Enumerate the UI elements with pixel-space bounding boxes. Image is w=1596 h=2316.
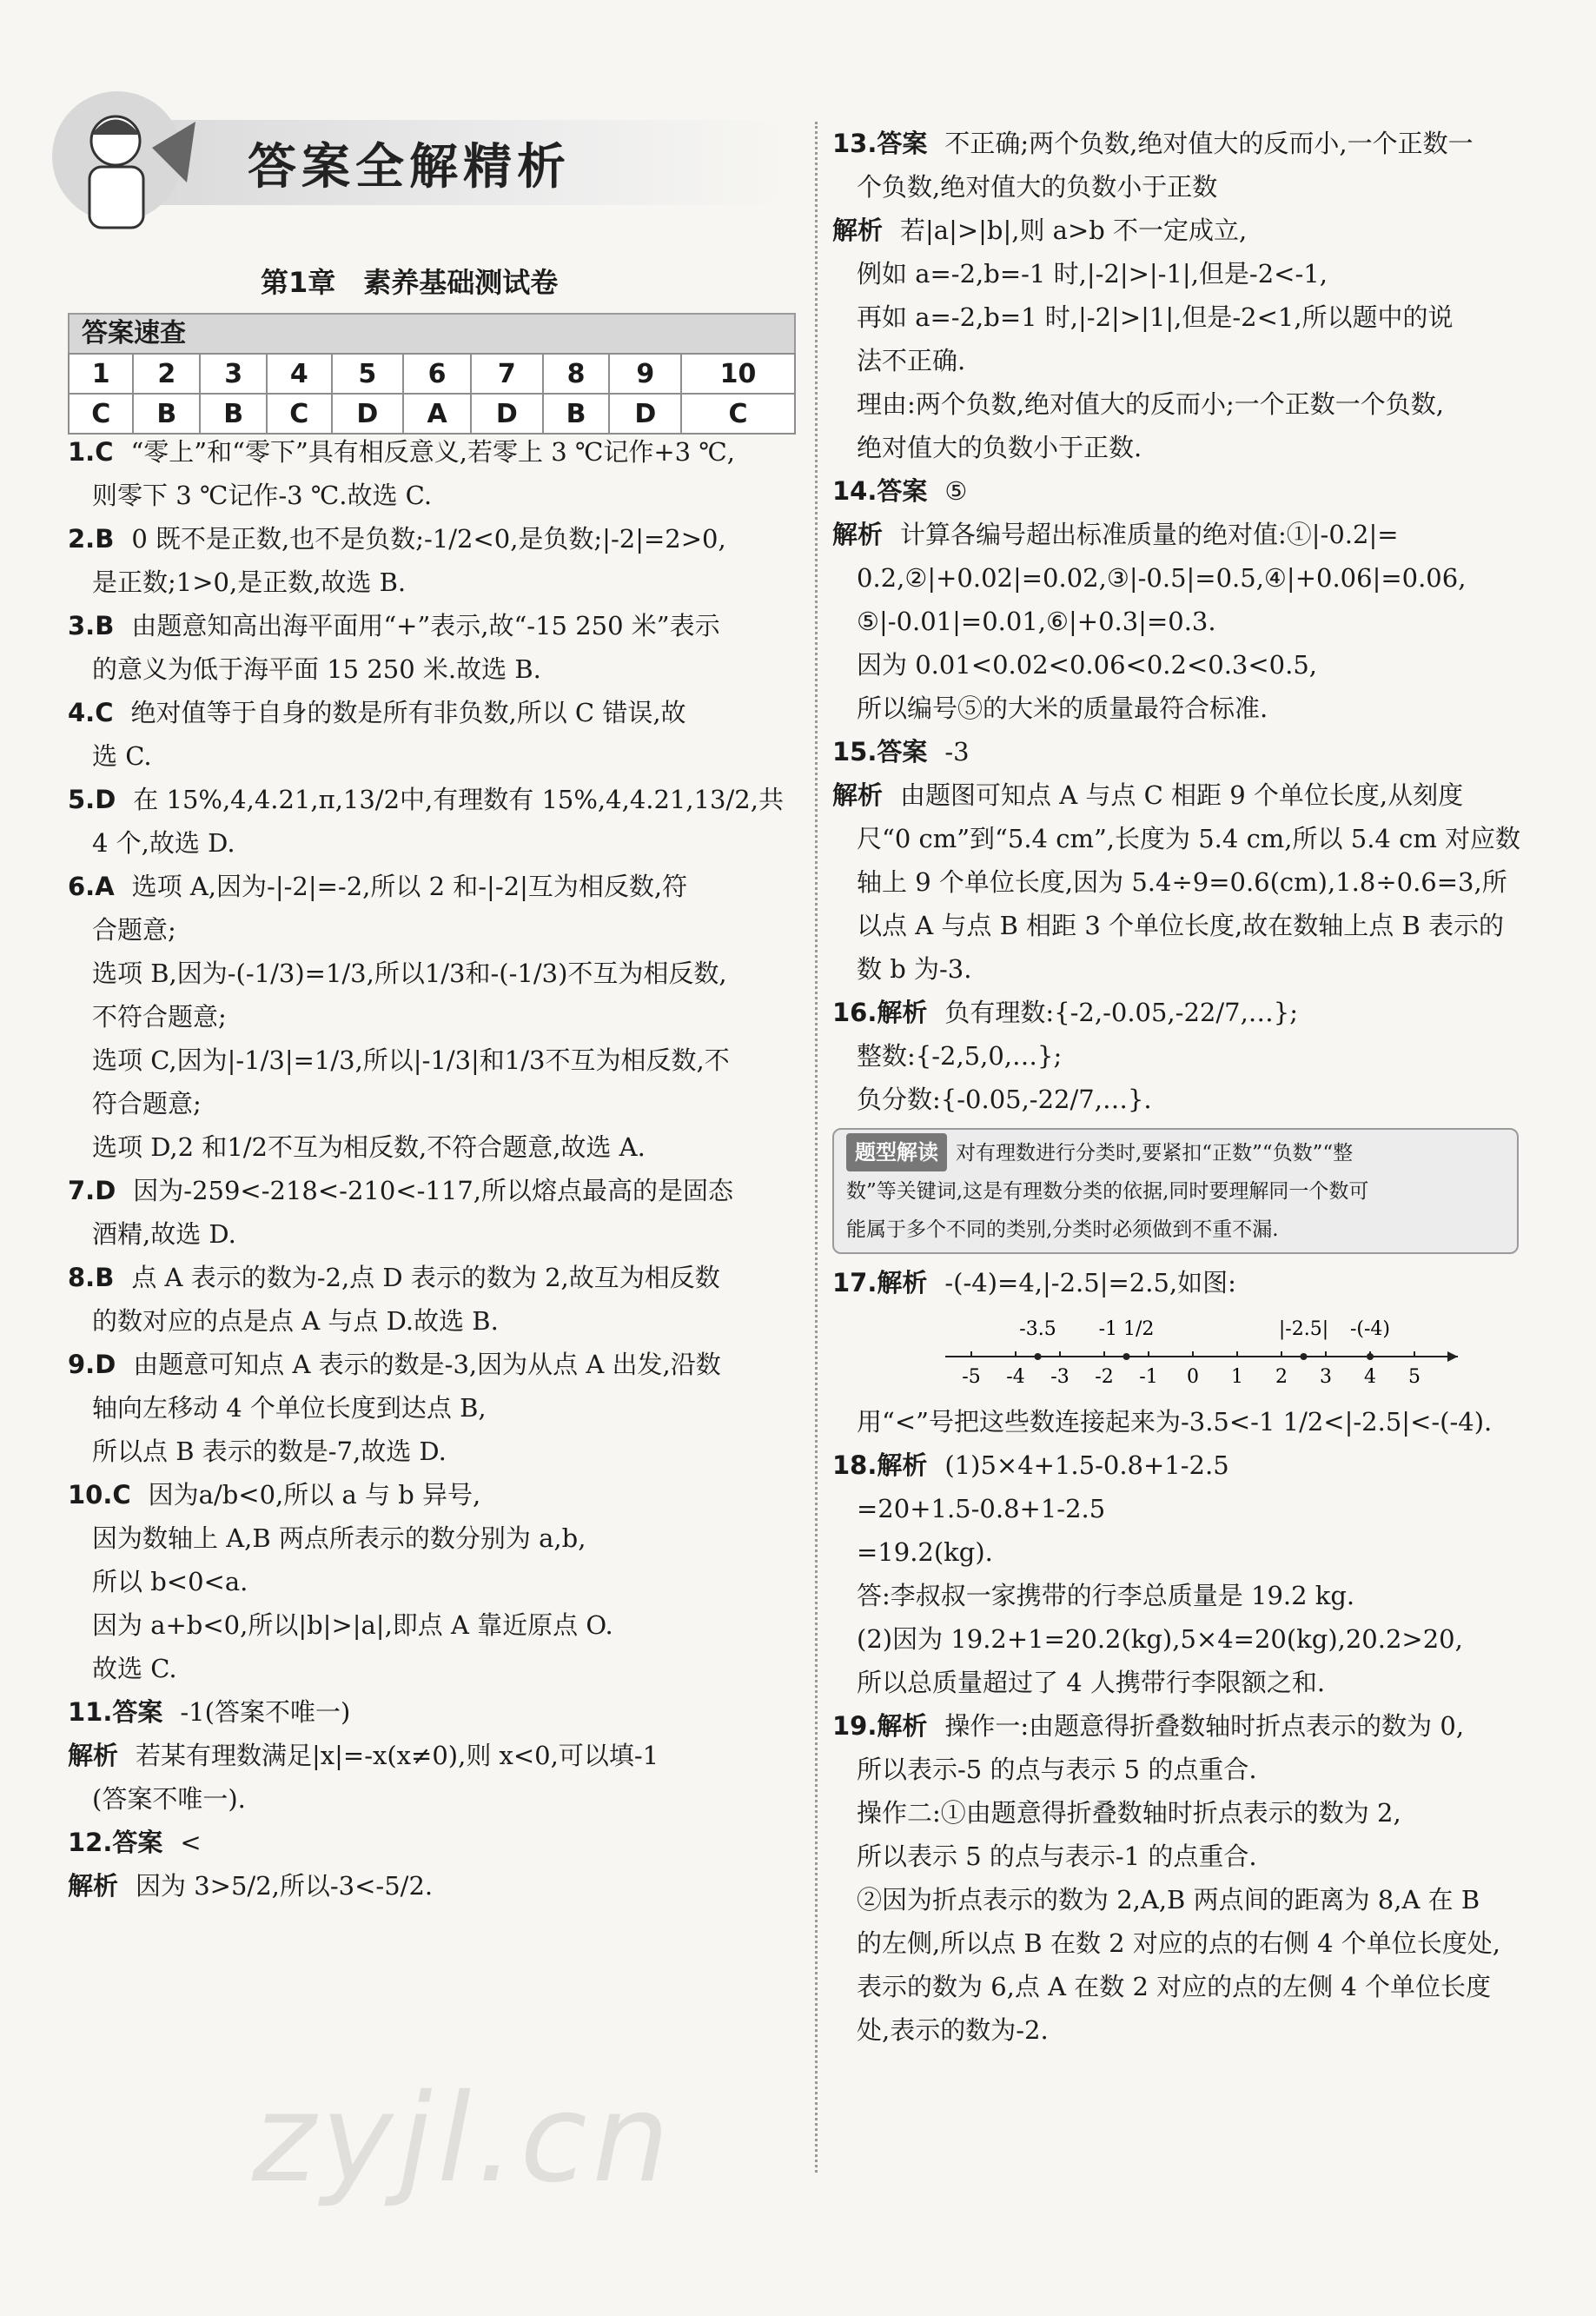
- answer-line: [832, 1261, 1562, 1304]
- answer-item: [68, 517, 802, 604]
- item-text: 因为 3>5/2,所以-3<-5/2.: [136, 1871, 434, 1901]
- tip-line: [846, 1172, 1505, 1211]
- item-text: 选项 B,因为-(-1/3)=1/3,所以1/3和-(-1/3)不互为相反数,: [92, 959, 727, 988]
- item-text: 轴向左移动 4 个单位长度到达点 B,: [92, 1393, 487, 1423]
- item-text: 合题意;: [92, 915, 176, 945]
- item-text: ⑤|-0.01|=0.01,⑥|+0.3|=0.3.: [857, 607, 1216, 636]
- item-text: 所以表示 5 的点与表示-1 的点重合.: [857, 1842, 1257, 1871]
- answer-line: [68, 1082, 802, 1125]
- item-text: -(-4)=4,|-2.5|=2.5,如图:: [944, 1268, 1236, 1297]
- quick-answer-cell: D: [332, 394, 404, 434]
- item-label: 18.解析: [832, 1450, 928, 1480]
- quick-answer-row: [69, 394, 795, 434]
- item-text: 绝对值大的负数小于正数.: [857, 433, 1142, 462]
- answer-line: [832, 382, 1562, 426]
- item-label: 9.D: [68, 1350, 116, 1379]
- answer-line: [68, 1473, 802, 1516]
- answer-line: [68, 1212, 802, 1256]
- quick-answer-cell: B: [133, 394, 200, 434]
- answer-line: [68, 821, 802, 865]
- item-text: 数 b 为-3.: [857, 954, 972, 984]
- item-text: 由题意知高出海平面用“+”表示,故“-15 250 米”表示: [131, 611, 720, 640]
- item-text: 理由:两个负数,绝对值大的反而小;一个正数一个负数,: [857, 389, 1444, 419]
- quick-number-cell: 2: [133, 354, 200, 394]
- item-label: 7.D: [68, 1176, 116, 1205]
- tip-text: 对有理数进行分类时,要紧扣“正数”“负数”“整: [956, 1142, 1354, 1165]
- answer-line: [68, 647, 802, 691]
- answer-line: [832, 2008, 1562, 2052]
- answer-line: [832, 1878, 1562, 1921]
- answer-line: [832, 773, 1562, 817]
- quick-number-cell: 10: [681, 354, 795, 394]
- tip-line: [846, 1211, 1505, 1249]
- answer-line: [68, 995, 802, 1039]
- answer-line: [832, 1661, 1562, 1704]
- answer-line: [832, 947, 1562, 991]
- item-text: 法不正确.: [857, 346, 966, 375]
- item-text: (1)5×4+1.5-0.8+1-2.5: [944, 1450, 1229, 1480]
- answer-line: [832, 1443, 1562, 1487]
- item-label: 解析: [68, 1741, 119, 1770]
- item-text: -1(答案不唯一): [180, 1697, 351, 1727]
- item-label: 5.D: [68, 785, 116, 814]
- answer-line: [832, 1617, 1562, 1661]
- number-line-tick-label: 1: [1231, 1366, 1243, 1388]
- number-line-arrow-icon: [1447, 1351, 1458, 1362]
- number-line-tick-label: 3: [1320, 1366, 1332, 1388]
- answer-line: [68, 1169, 802, 1212]
- answer-line: [832, 904, 1562, 947]
- item-text: (答案不唯一).: [92, 1784, 246, 1814]
- number-line-tick-label: -3: [1050, 1366, 1070, 1388]
- item-label: 解析: [832, 780, 884, 810]
- answer-item: [68, 1169, 802, 1256]
- item-label: 8.B: [68, 1263, 115, 1292]
- answer-line: [832, 1835, 1562, 1878]
- answer-line: [68, 604, 802, 647]
- quick-answer-cell: C: [681, 394, 795, 434]
- item-text: 4 个,故选 D.: [92, 828, 235, 858]
- answer-line: [832, 556, 1562, 600]
- answer-line: [832, 1487, 1562, 1530]
- item-label: 15.答案: [832, 737, 928, 766]
- watermark: zyjl.cn: [252, 2068, 675, 2210]
- answer-line: [832, 643, 1562, 687]
- number-line-point: [1367, 1353, 1374, 1360]
- number-line-point-label: |-2.5|: [1278, 1318, 1329, 1340]
- item-text: “零上”和“零下”具有相反意义,若零上 3 ℃记作+3 ℃,: [130, 437, 735, 467]
- item-label: 解析: [832, 520, 884, 549]
- quick-answer-cell: C: [69, 394, 133, 434]
- answer-line: [832, 1574, 1562, 1617]
- answer-line: [832, 1791, 1562, 1835]
- answer-line: [68, 691, 802, 734]
- quick-number-cell: 6: [403, 354, 471, 394]
- answer-line: [832, 295, 1562, 339]
- item-text: 选项 C,因为|-1/3|=1/3,所以|-1/3|和1/3不互为相反数,不: [92, 1045, 730, 1075]
- answer-line: [832, 252, 1562, 295]
- right-column: [832, 122, 1562, 2052]
- answer-item: [832, 1704, 1562, 2052]
- number-line-point-label: -(-4): [1349, 1318, 1391, 1340]
- item-label: 17.解析: [832, 1268, 928, 1297]
- item-text: 负有理数:{-2,-0.05,-22/7,…};: [944, 998, 1299, 1027]
- item-text: 负分数:{-0.05,-22/7,…}.: [857, 1085, 1152, 1114]
- item-text: 个负数,绝对值大的负数小于正数: [857, 172, 1218, 202]
- item-text: =19.2(kg).: [857, 1537, 993, 1567]
- number-line-point: [1123, 1353, 1130, 1360]
- answer-line: [68, 474, 802, 517]
- item-text: 操作一:由题意得折叠数轴时折点表示的数为 0,: [944, 1711, 1465, 1741]
- quick-number-cell: 5: [332, 354, 404, 394]
- answer-line: [832, 339, 1562, 382]
- quick-answer-cell: C: [267, 394, 331, 434]
- answer-item: [832, 122, 1562, 209]
- item-text: 不符合题意;: [92, 1002, 227, 1032]
- item-text: <: [180, 1828, 202, 1857]
- item-text: 所以总质量超过了 4 人携带行李限额之和.: [857, 1668, 1326, 1697]
- quick-answer-cell: D: [471, 394, 543, 434]
- item-label: 4.C: [68, 698, 114, 727]
- item-text: 因为 0.01<0.02<0.06<0.2<0.3<0.5,: [857, 650, 1318, 680]
- answer-line: [68, 1821, 802, 1864]
- answer-line: [68, 1343, 802, 1386]
- item-text: 若|a|>|b|,则 a>b 不一定成立,: [900, 216, 1248, 245]
- quick-answer-table: [68, 313, 796, 435]
- answer-line: [832, 817, 1562, 860]
- item-label: 3.B: [68, 611, 115, 640]
- answer-line: [832, 1704, 1562, 1748]
- answer-line: [832, 165, 1562, 209]
- tip-text: 数”等关键词,这是有理数分类的依据,同时要理解同一个数可: [846, 1180, 1369, 1203]
- number-line-figure: [945, 1304, 1562, 1400]
- answer-line: [68, 865, 802, 908]
- quick-number-cell: 1: [69, 354, 133, 394]
- number-line-tick-label: -2: [1095, 1366, 1114, 1388]
- chapter-title: 第1章 素养基础测试卷: [261, 266, 559, 299]
- number-line-tick-label: 0: [1187, 1366, 1199, 1388]
- number-line-tick-label: 4: [1364, 1366, 1376, 1388]
- answer-line: [68, 1516, 802, 1560]
- item-text: 的左侧,所以点 B 在数 2 对应的点的右侧 4 个单位长度处,: [857, 1928, 1500, 1958]
- item-text: 再如 a=-2,b=1 时,|-2|>|1|,但是-2<1,所以题中的说: [857, 302, 1454, 332]
- item-label: 16.解析: [832, 998, 928, 1027]
- item-text: 用“<”号把这些数连接起来为-3.5<-1 1/2<|-2.5|<-(-4).: [857, 1407, 1493, 1437]
- left-column: [68, 430, 802, 1908]
- item-text: 0.2,②|+0.02|=0.02,③|-0.5|=0.5,④|+0.06|=0.06,: [857, 563, 1467, 593]
- number-line-point: [1301, 1353, 1308, 1360]
- item-text: 所以编号⑤的大米的质量最符合标准.: [857, 693, 1268, 723]
- item-text: 尺“0 cm”到“5.4 cm”,长度为 5.4 cm,所以 5.4 cm 对应数: [857, 824, 1521, 853]
- answer-item: [68, 1734, 802, 1821]
- quick-answer-cell: B: [543, 394, 610, 434]
- column-divider: [815, 122, 818, 2173]
- quick-number-cell: 4: [267, 354, 331, 394]
- answer-line: [68, 430, 802, 474]
- tip-box: [832, 1128, 1519, 1254]
- number-line-tick-label: -4: [1006, 1366, 1025, 1388]
- item-text: ⑤: [944, 476, 968, 506]
- answer-item: [832, 1400, 1562, 1443]
- quick-number-row: [69, 354, 795, 394]
- item-text: 不正确;两个负数,绝对值大的反而小,一个正数一: [944, 129, 1473, 158]
- item-label: 10.C: [68, 1480, 131, 1510]
- answer-line: [832, 209, 1562, 252]
- answer-item: [68, 1256, 802, 1343]
- item-text: 因为a/b<0,所以 a 与 b 异号,: [148, 1480, 481, 1510]
- answer-item: [832, 730, 1562, 773]
- quick-answer-cell: A: [403, 394, 471, 434]
- answer-item: [68, 778, 802, 865]
- item-text: 由题图可知点 A 与点 C 相距 9 个单位长度,从刻度: [900, 780, 1464, 810]
- item-text: 酒精,故选 D.: [92, 1219, 236, 1249]
- item-text: =20+1.5-0.8+1-2.5: [857, 1494, 1106, 1523]
- item-label: 11.答案: [68, 1697, 163, 1727]
- item-text: 是正数;1>0,是正数,故选 B.: [92, 567, 407, 597]
- answer-item: [832, 1261, 1562, 1304]
- answer-item: [68, 865, 802, 1169]
- answer-item: [68, 691, 802, 778]
- answer-item: [832, 1443, 1562, 1704]
- quick-answer-label: 答案速查: [68, 313, 796, 353]
- item-text: (2)因为 19.2+1=20.2(kg),5×4=20(kg),20.2>20,: [857, 1624, 1463, 1654]
- item-text: 所以表示-5 的点与表示 5 的点重合.: [857, 1755, 1257, 1784]
- answer-line: [68, 1864, 802, 1908]
- number-line-svg: [945, 1304, 1467, 1400]
- header-banner: [48, 87, 795, 235]
- page-title: 答案全解精析: [248, 139, 571, 196]
- teacher-illustration-icon: [48, 87, 213, 235]
- answer-line: [68, 952, 802, 995]
- answer-line: [832, 860, 1562, 904]
- answer-line: [68, 1647, 802, 1690]
- item-label: 1.C: [68, 437, 114, 467]
- number-line-tick-label: -5: [962, 1366, 981, 1388]
- answer-line: [68, 561, 802, 604]
- answer-line: [68, 1125, 802, 1169]
- item-text: 答:李叔叔一家携带的行李总质量是 19.2 kg.: [857, 1581, 1355, 1610]
- answer-line: [68, 1777, 802, 1821]
- item-text: 由题意可知点 A 表示的数是-3,因为从点 A 出发,沿数: [133, 1350, 721, 1379]
- item-text: 故选 C.: [92, 1654, 177, 1683]
- item-text: 处,表示的数为-2.: [857, 2015, 1049, 2045]
- item-text: 所以点 B 表示的数是-7,故选 D.: [92, 1437, 447, 1466]
- item-label: 解析: [832, 216, 884, 245]
- item-text: 选项 A,因为-|-2|=-2,所以 2 和-|-2|互为相反数,符: [131, 872, 688, 901]
- item-text: 表示的数为 6,点 A 在数 2 对应的点的左侧 4 个单位长度: [857, 1972, 1492, 2001]
- item-text: 若某有理数满足|x|=-x(x≠0),则 x<0,可以填-1: [136, 1741, 659, 1770]
- answer-line: [68, 1560, 802, 1603]
- answer-line: [832, 513, 1562, 556]
- answer-item: [68, 604, 802, 691]
- answer-line: [832, 1034, 1562, 1078]
- item-text: 以点 A 与点 B 相距 3 个单位长度,故在数轴上点 B 表示的: [857, 911, 1504, 940]
- item-label: 13.答案: [832, 129, 928, 158]
- item-text: 所以 b<0<a.: [92, 1567, 248, 1596]
- item-label: 2.B: [68, 524, 115, 554]
- answer-line: [68, 1039, 802, 1082]
- answer-line: [832, 1400, 1562, 1443]
- answer-item: [68, 1821, 802, 1864]
- answer-item: [832, 513, 1562, 730]
- number-line-point: [1035, 1353, 1042, 1360]
- answer-line: [832, 1748, 1562, 1791]
- number-line-point-label: -1 1/2: [1098, 1318, 1155, 1340]
- number-line-tick-label: 2: [1275, 1366, 1288, 1388]
- quick-answer-cell: D: [609, 394, 681, 434]
- answer-line: [832, 687, 1562, 730]
- answer-line: [832, 600, 1562, 643]
- item-label: 14.答案: [832, 476, 928, 506]
- answer-line: [832, 122, 1562, 165]
- answer-line: [68, 734, 802, 778]
- quick-number-cell: 7: [471, 354, 543, 394]
- item-text: 符合题意;: [92, 1089, 202, 1118]
- item-label: 6.A: [68, 872, 115, 901]
- number-line-tick-label: -1: [1139, 1366, 1158, 1388]
- quick-answer-cell: B: [200, 394, 267, 434]
- answer-item: [68, 1473, 802, 1690]
- tip-label: 题型解读: [846, 1133, 947, 1171]
- answer-item: [68, 1690, 802, 1734]
- answer-line: [832, 991, 1562, 1034]
- answer-line: [832, 426, 1562, 469]
- quick-number-cell: 8: [543, 354, 610, 394]
- answer-line: [832, 1530, 1562, 1574]
- answer-line: [68, 1734, 802, 1777]
- item-text: 计算各编号超出标准质量的绝对值:①|-0.2|=: [900, 520, 1399, 549]
- quick-number-cell: 9: [609, 354, 681, 394]
- item-label: 19.解析: [832, 1711, 928, 1741]
- item-text: 整数:{-2,5,0,…};: [857, 1041, 1063, 1071]
- item-text: 因为数轴上 A,B 两点所表示的数分别为 a,b,: [92, 1523, 586, 1553]
- answer-line: [832, 1078, 1562, 1121]
- answer-line: [68, 778, 802, 821]
- answer-line: [832, 1965, 1562, 2008]
- answer-line: [68, 517, 802, 561]
- item-text: 例如 a=-2,b=-1 时,|-2|>|-1|,但是-2<-1,: [857, 259, 1328, 289]
- number-line-tick-label: 5: [1408, 1366, 1421, 1388]
- quick-number-cell: 3: [200, 354, 267, 394]
- item-text: 操作二:①由题意得折叠数轴时折点表示的数为 2,: [857, 1798, 1401, 1828]
- item-text: ②因为折点表示的数为 2,A,B 两点间的距离为 8,A 在 B: [857, 1885, 1480, 1915]
- item-text: 选项 D,2 和1/2不互为相反数,不符合题意,故选 A.: [92, 1132, 646, 1162]
- item-text: -3: [944, 737, 970, 766]
- number-line-point-label: -3.5: [1019, 1318, 1056, 1340]
- answer-item: [832, 991, 1562, 1121]
- item-text: 轴上 9 个单位长度,因为 5.4÷9=0.6(cm),1.8÷0.6=3,所: [857, 867, 1507, 897]
- answer-line: [68, 1256, 802, 1299]
- item-text: 因为-259<-218<-210<-117,所以熔点最高的是固态: [133, 1176, 734, 1205]
- answer-item: [832, 469, 1562, 513]
- item-text: 点 A 表示的数为-2,点 D 表示的数为 2,故互为相反数: [131, 1263, 720, 1292]
- answer-line: [68, 1603, 802, 1647]
- answer-line: [68, 1690, 802, 1734]
- item-text: 因为 a+b<0,所以|b|>|a|,即点 A 靠近原点 O.: [92, 1610, 613, 1640]
- item-text: 在 15%,4,4.21,π,13/2中,有理数有 15%,4,4.21,13/2,共: [133, 785, 784, 814]
- answer-line: [68, 1299, 802, 1343]
- item-text: 的数对应的点是点 A 与点 D.故选 B.: [92, 1306, 499, 1336]
- answer-line: [832, 469, 1562, 513]
- answer-line: [832, 1921, 1562, 1965]
- item-label: 12.答案: [68, 1828, 163, 1857]
- answer-item: [832, 773, 1562, 991]
- answer-line: [832, 730, 1562, 773]
- answer-line: [68, 908, 802, 952]
- answer-line: [68, 1430, 802, 1473]
- item-label: 解析: [68, 1871, 119, 1901]
- answer-item: [68, 1343, 802, 1473]
- answer-item: [68, 430, 802, 517]
- item-text: 选 C.: [92, 741, 152, 771]
- tip-line: [846, 1133, 1505, 1172]
- answer-line: [68, 1386, 802, 1430]
- answer-item: [832, 209, 1562, 469]
- item-text: 绝对值等于自身的数是所有非负数,所以 C 错误,故: [130, 698, 686, 727]
- answer-item: [68, 1864, 802, 1908]
- item-text: 则零下 3 ℃记作-3 ℃.故选 C.: [92, 481, 433, 510]
- item-text: 的意义为低于海平面 15 250 米.故选 B.: [92, 654, 541, 684]
- tip-text: 能属于多个不同的类别,分类时必须做到不重不漏.: [846, 1218, 1279, 1241]
- item-text: 0 既不是正数,也不是负数;-1/2<0,是负数;|-2|=2>0,: [131, 524, 726, 554]
